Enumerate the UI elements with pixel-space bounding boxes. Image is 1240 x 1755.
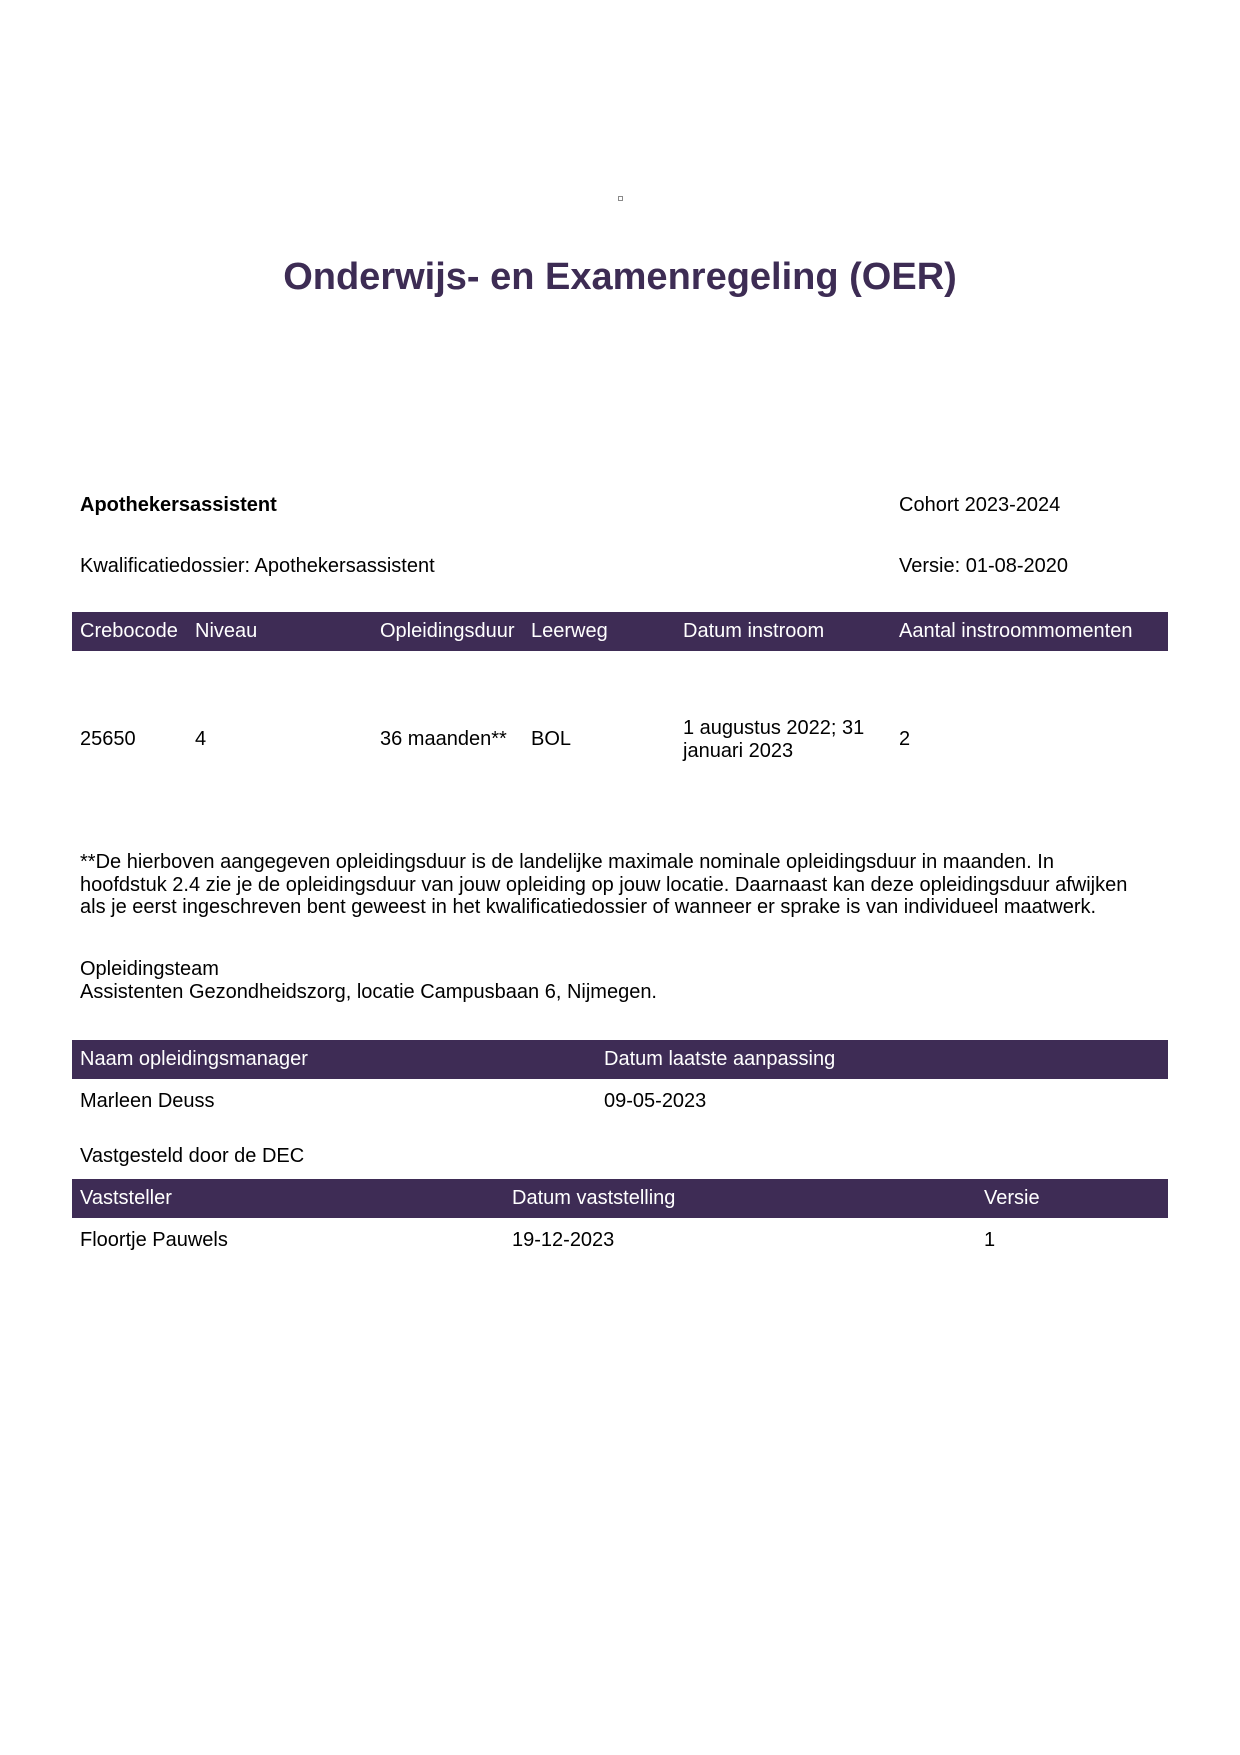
dossier-version: Versie: 01-08-2020 — [899, 555, 1069, 577]
header-datum-vaststelling: Datum vaststelling — [512, 1187, 676, 1209]
cell-datum-instroom-line1: 1 augustus 2022; 31 — [683, 717, 865, 739]
cell-vaststeller: Floortje Pauwels — [80, 1229, 228, 1251]
team-value: Assistenten Gezondheidszorg, locatie Campusbaan 6, Nijmegen. — [80, 981, 657, 1003]
cell-datum-instroom — [683, 717, 864, 763]
header-aantal-instroommomenten: Aantal instroommomenten — [899, 620, 1133, 642]
cell-opleidingsduur: 36 maanden** — [380, 728, 507, 750]
team-label: Opleidingsteam — [80, 958, 219, 980]
header-opleidingsduur: Opleidingsduur — [380, 620, 515, 642]
header-naam-opleidingsmanager: Naam opleidingsmanager — [80, 1048, 308, 1070]
header-vaststeller: Vaststeller — [80, 1187, 172, 1209]
cell-leerweg: BOL — [531, 728, 572, 750]
cell-last-modified: 09-05-2023 — [604, 1090, 707, 1112]
header-niveau: Niveau — [195, 620, 258, 642]
program-name: Apothekersassistent — [80, 494, 277, 516]
cell-versie: 1 — [984, 1229, 996, 1251]
note-line-2: hoofdstuk 2.4 zie je de opleidingsduur van jouw opleiding op jouw locatie. Daarnaast kan deze opleidingsduur afwijken — [80, 873, 1128, 896]
cell-manager-name: Marleen Deuss — [80, 1090, 215, 1112]
cell-niveau: 4 — [195, 728, 207, 750]
header-datum-laatste-aanpassing: Datum laatste aanpassing — [604, 1048, 836, 1070]
cell-datum-vaststelling: 19-12-2023 — [512, 1229, 615, 1251]
logo-placeholder-icon — [618, 196, 623, 201]
document-title: Onderwijs- en Examenregeling (OER) — [283, 256, 957, 298]
dec-label: Vastgesteld door de DEC — [80, 1145, 305, 1167]
note-line-3: als je eerst ingeschreven bent geweest in het kwalificatiedossier of wanneer er sprake is van individueel maatwerk. — [80, 896, 1097, 918]
main-table-header — [72, 612, 1168, 651]
duration-note — [80, 851, 1160, 919]
vaststelling-table-header — [72, 1179, 1168, 1218]
cell-crebocode: 25650 — [80, 728, 136, 750]
cohort-label: Cohort 2023-2024 — [899, 494, 1061, 516]
header-leerweg: Leerweg — [531, 620, 608, 642]
header-datum-instroom: Datum instroom — [683, 620, 825, 642]
header-versie: Versie — [984, 1187, 1040, 1209]
cell-aantal: 2 — [899, 728, 911, 750]
cell-datum-instroom-line2: januari 2023 — [683, 740, 794, 762]
note-line-1: **De hierboven aangegeven opleidingsduur is de landelijke maximale nominale opleidingsduur in maanden. In — [80, 851, 1054, 873]
manager-table-header — [72, 1040, 1168, 1079]
header-crebocode: Crebocode — [80, 620, 178, 642]
qualification-dossier: Kwalificatiedossier: Apothekersassistent — [80, 555, 435, 577]
